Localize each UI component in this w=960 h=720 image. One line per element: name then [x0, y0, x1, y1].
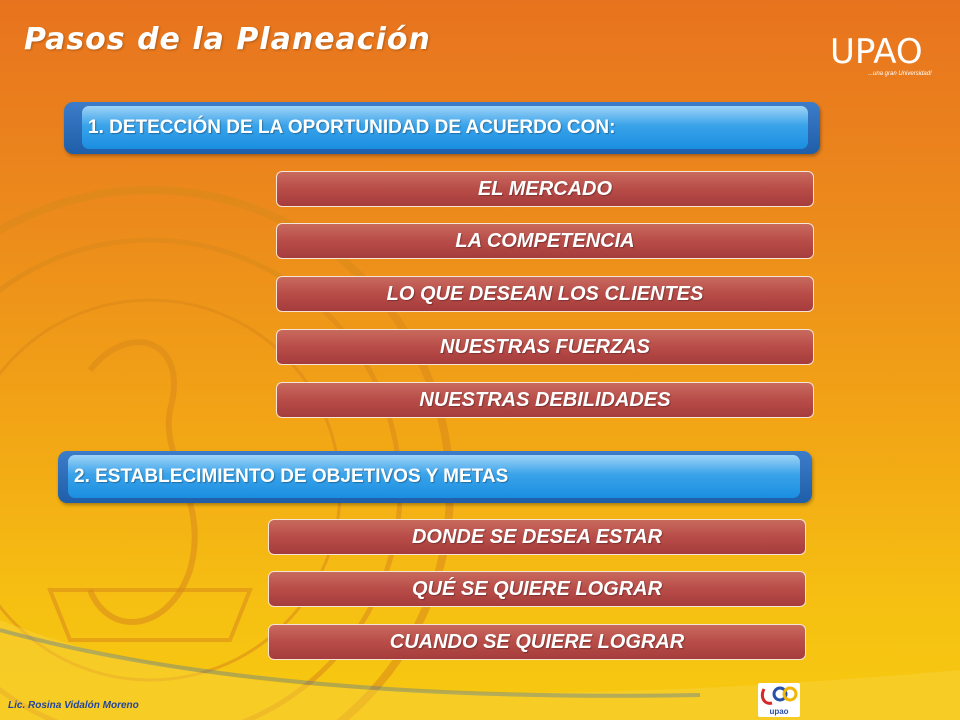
logo-tagline: ...una gran Universidad!	[868, 71, 932, 77]
list-item: DONDE SE DESEA ESTAR	[268, 519, 806, 555]
list-item: NUESTRAS FUERZAS	[276, 329, 814, 365]
slide-title: Pasos de la Planeación	[24, 22, 431, 57]
section-2-heading: 2. ESTABLECIMIENTO DE OBJETIVOS Y METAS	[74, 465, 509, 487]
list-item: QUÉ SE QUIERE LOGRAR	[268, 571, 806, 607]
list-item: EL MERCADO	[276, 171, 814, 207]
anniversary-badge-icon	[758, 683, 800, 717]
section-1-heading: 1. DETECCIÓN DE LA OPORTUNIDAD DE ACUERDO CON:	[88, 116, 616, 138]
upao-logo	[830, 34, 940, 78]
section-2-header	[58, 451, 812, 503]
badge-text: upao	[769, 707, 789, 716]
logo-name: UPAO	[830, 32, 923, 72]
section-1-header	[64, 102, 820, 154]
list-item: CUANDO SE QUIERE LOGRAR	[268, 624, 806, 660]
list-item: LO QUE DESEAN LOS CLIENTES	[276, 276, 814, 312]
list-item: NUESTRAS DEBILIDADES	[276, 382, 814, 418]
footer-author: Lic. Rosina Vidalón Moreno	[8, 700, 139, 711]
list-item: LA COMPETENCIA	[276, 223, 814, 259]
